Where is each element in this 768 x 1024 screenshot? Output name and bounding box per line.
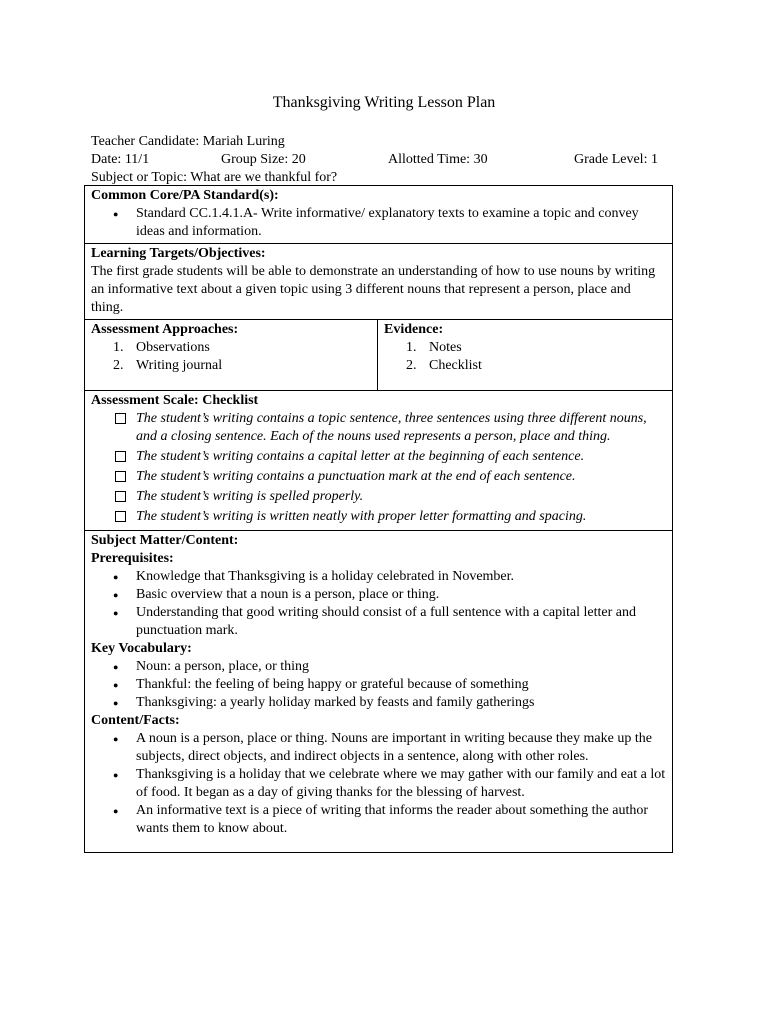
list-item: ● An informative text is a piece of writing that informs the reader about something the author wants them to know about. bbox=[91, 802, 666, 838]
checklist-text: The student’s writing contains a capital letter at the beginning of each sentence. bbox=[136, 449, 585, 464]
prerequisites-heading: Prerequisites: bbox=[91, 551, 174, 566]
list-item bbox=[91, 339, 371, 357]
subject-topic: Subject or Topic: What are we thankful for? bbox=[91, 170, 338, 185]
standards-heading: Common Core/PA Standard(s): bbox=[91, 188, 279, 203]
checklist-item bbox=[91, 410, 666, 446]
assessment-row bbox=[85, 320, 673, 391]
checklist-text: The student’s writing is written neatly with proper letter formatting and spacing. bbox=[136, 509, 587, 524]
list-item: ● Thanksgiving: a yearly holiday marked by feasts and family gatherings bbox=[91, 694, 666, 712]
content-row bbox=[85, 531, 673, 853]
list-item: ● A noun is a person, place or thing. Nouns are important in writing because they make up the subjects, direct objects, and indirect objects in a sentence, along with other roles. bbox=[91, 730, 666, 766]
assessment-list bbox=[91, 339, 371, 375]
lesson-plan-table bbox=[84, 185, 673, 853]
assessment-heading: Assessment Approaches: bbox=[91, 322, 239, 337]
item-text: Checklist bbox=[429, 358, 482, 373]
facts-list bbox=[91, 730, 666, 838]
item-text: Notes bbox=[429, 340, 462, 355]
date: Date: 11/1 bbox=[91, 152, 150, 167]
list-item: ● Basic overview that a noun is a person, place or thing. bbox=[91, 586, 666, 604]
list-item: ● Standard CC.1.4.1.A- Write informative/ explanatory texts to examine a topic and convey ideas and information. bbox=[91, 205, 666, 241]
checklist-text: The student’s writing is spelled properly. bbox=[136, 489, 364, 504]
list-item bbox=[384, 357, 666, 375]
standards-row bbox=[85, 186, 673, 244]
evidence-list bbox=[384, 339, 666, 375]
assessment-cell bbox=[85, 320, 378, 391]
objectives-text: The first grade students will be able to demonstrate an understanding of how to use nouns by writing an informative text about a given topic using 3 different nouns that represent a person, place and thing. bbox=[91, 264, 656, 315]
item-text: Writing journal bbox=[136, 358, 223, 373]
vocabulary-heading: Key Vocabulary: bbox=[91, 641, 192, 656]
checklist-item bbox=[91, 508, 666, 526]
checklist bbox=[91, 410, 666, 526]
checkbox-icon bbox=[115, 511, 126, 522]
item-number: 1. bbox=[113, 340, 124, 355]
checklist-item bbox=[91, 448, 666, 466]
content-heading: Subject Matter/Content: bbox=[91, 533, 239, 548]
list-item: ● Noun: a person, place, or thing bbox=[91, 658, 666, 676]
item-text: Observations bbox=[136, 340, 210, 355]
grade-level: Grade Level: 1 bbox=[574, 152, 658, 167]
list-item bbox=[384, 339, 666, 357]
checkbox-icon bbox=[115, 471, 126, 482]
checklist-item bbox=[91, 488, 666, 506]
list-item bbox=[91, 357, 371, 375]
objectives-row bbox=[85, 244, 673, 320]
evidence-heading: Evidence: bbox=[384, 322, 444, 337]
allotted-time: Allotted Time: 30 bbox=[388, 152, 488, 167]
checklist-text: The student’s writing contains a topic sentence, three sentences using three different nouns, and a closing sentence. Each of the nouns used represents a person, place and thing. bbox=[136, 411, 647, 444]
prerequisites-list bbox=[91, 568, 666, 640]
vocabulary-list bbox=[91, 658, 666, 712]
checkbox-icon bbox=[115, 491, 126, 502]
page-title: Thanksgiving Writing Lesson Plan bbox=[272, 94, 496, 111]
objectives-cell bbox=[85, 244, 673, 320]
scale-cell bbox=[85, 391, 673, 531]
list-item: ● Thankful: the feeling of being happy or grateful because of something bbox=[91, 676, 666, 694]
checkbox-icon bbox=[115, 413, 126, 424]
evidence-cell bbox=[378, 320, 673, 391]
facts-heading: Content/Facts: bbox=[91, 713, 180, 728]
item-number: 2. bbox=[113, 358, 124, 373]
checklist-text: The student’s writing contains a punctuation mark at the end of each sentence. bbox=[136, 469, 576, 484]
standards-list bbox=[91, 205, 666, 241]
standards-cell bbox=[85, 186, 673, 244]
list-item: ● Thanksgiving is a holiday that we celebrate where we may gather with our family and eat a lot of food. It began as a day of giving thanks for the blessing of harvest. bbox=[91, 766, 666, 802]
teacher-candidate: Teacher Candidate: Mariah Luring bbox=[91, 134, 285, 149]
scale-heading: Assessment Scale: Checklist bbox=[91, 393, 259, 408]
list-item: ● Understanding that good writing should consist of a full sentence with a capital letter and punctuation mark. bbox=[91, 604, 666, 640]
item-number: 1. bbox=[406, 340, 417, 355]
checkbox-icon bbox=[115, 451, 126, 462]
group-size: Group Size: 20 bbox=[221, 152, 306, 167]
scale-row bbox=[85, 391, 673, 531]
checklist-item bbox=[91, 468, 666, 486]
item-number: 2. bbox=[406, 358, 417, 373]
content-cell bbox=[85, 531, 673, 853]
objectives-heading: Learning Targets/Objectives: bbox=[91, 246, 266, 261]
list-item: ● Knowledge that Thanksgiving is a holiday celebrated in November. bbox=[91, 568, 666, 586]
lesson-meta bbox=[91, 133, 691, 187]
